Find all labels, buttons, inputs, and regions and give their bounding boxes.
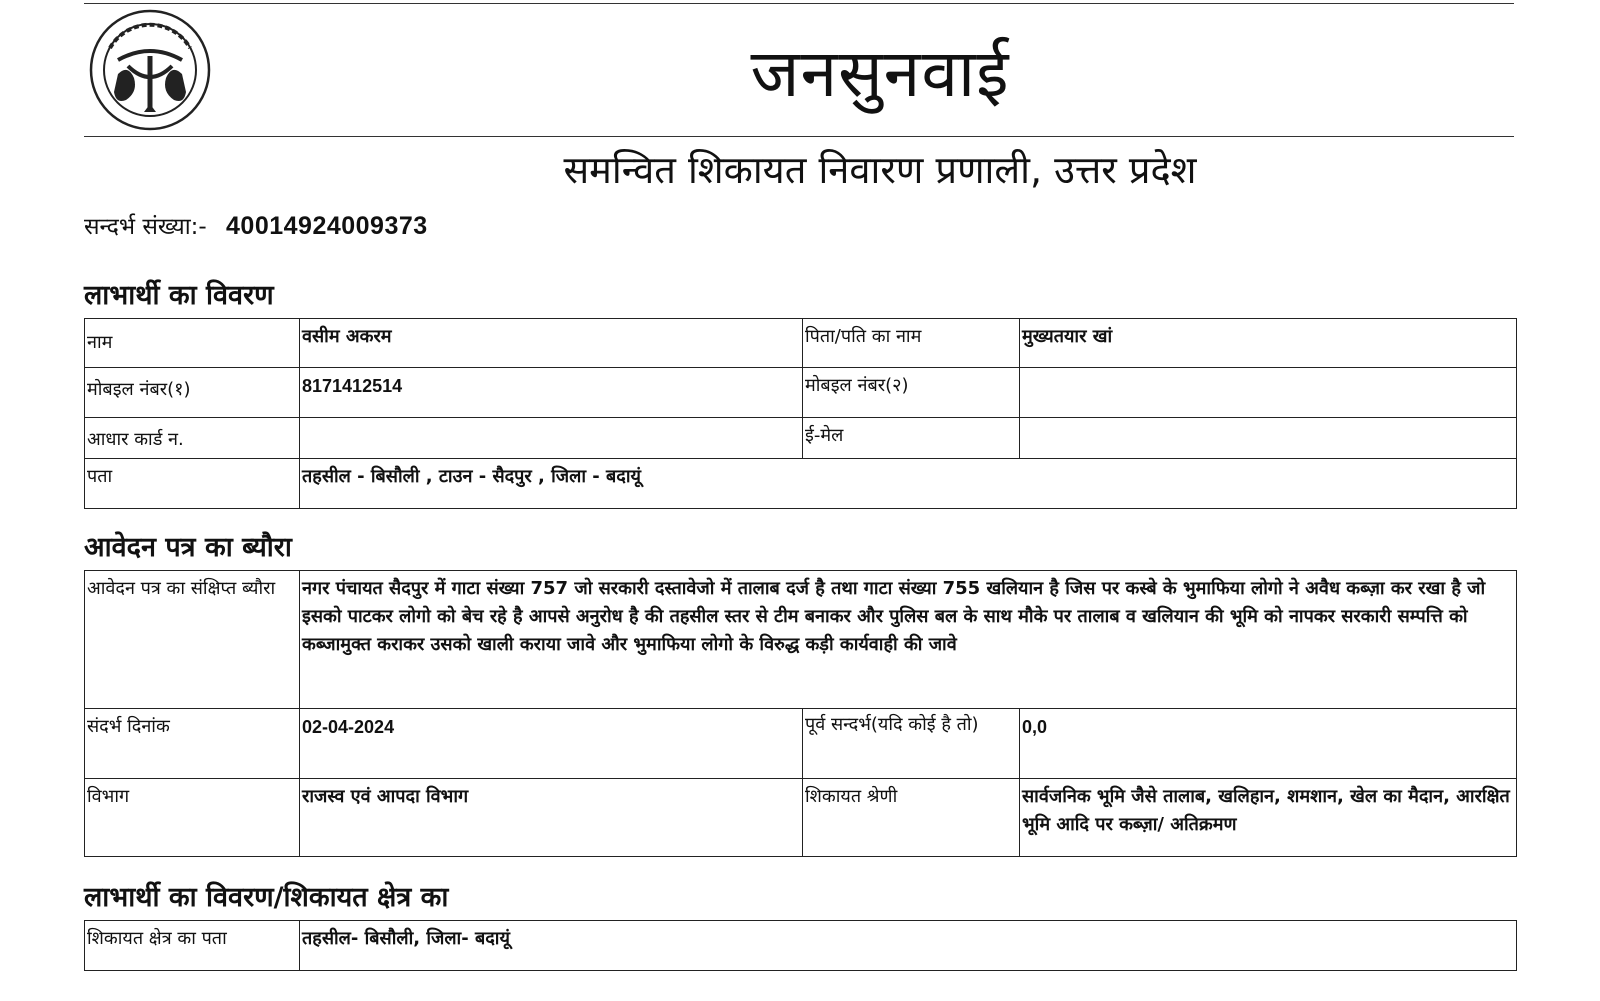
table-row bbox=[85, 709, 1517, 779]
table-row bbox=[85, 319, 1517, 368]
mobile1-value: 8171412514 bbox=[300, 368, 803, 418]
page-title: जनसुनवाई bbox=[750, 35, 1010, 112]
date-value: 02-04-2024 bbox=[300, 709, 803, 779]
complaint-area-address-value: तहसील- बिसौली, जिला- बदायूं bbox=[300, 921, 1517, 971]
table-row bbox=[85, 418, 1517, 459]
date-label: संदर्भ दिनांक bbox=[85, 709, 300, 779]
table-row bbox=[85, 459, 1517, 509]
complaint-area-table bbox=[84, 920, 1517, 971]
aadhaar-value bbox=[300, 418, 803, 459]
complaint-area-heading: लाभार्थी का विवरण/शिकायत क्षेत्र का bbox=[84, 882, 449, 913]
department-label: विभाग bbox=[85, 779, 300, 857]
category-label: शिकायत श्रेणी bbox=[803, 779, 1020, 857]
email-value bbox=[1020, 418, 1517, 459]
table-row bbox=[85, 368, 1517, 418]
reference-number bbox=[84, 206, 428, 247]
reference-label: सन्दर्भ संख्या:- bbox=[84, 214, 207, 240]
beneficiary-heading: लाभार्थी का विवरण bbox=[84, 280, 274, 311]
summary-value: नगर पंचायत सैदपुर में गाटा संख्या 757 जो सरकारी दस्तावेजो में तालाब दर्ज है तथा गाटा संख्या 755 खलियान है जिस पर कस्बे के भुमाफिया लोगो ने अवैध कब्ज़ा कर रखा है जो इसको पाटकर लोगो को बेच रहे है आपसे अनुरोध है की तहसील स्तर से टीम बनाकर और पुलिस बल के साथ मौके पर तालाब व खलियान की भूमि को नापकर सरकारी सम्पत्ति को कब्जामुक्त कराकर उसको खाली कराया जावे और भुमाफिया लोगो के विरुद्ध कड़ी कार्यवाही की जावे bbox=[300, 571, 1517, 709]
application-table bbox=[84, 570, 1517, 857]
beneficiary-table bbox=[84, 318, 1517, 509]
mobile2-label: मोबइल नंबर(२) bbox=[803, 368, 1020, 418]
table-row bbox=[85, 779, 1517, 857]
table-row bbox=[85, 571, 1517, 709]
father-name-label: पिता/पति का नाम bbox=[803, 319, 1020, 368]
table-row bbox=[85, 921, 1517, 971]
mobile2-value bbox=[1020, 368, 1517, 418]
application-heading: आवेदन पत्र का ब्यौरा bbox=[84, 532, 292, 563]
category-value: सार्वजनिक भूमि जैसे तालाब, खलिहान, शमशान, खेल का मैदान, आरक्षित भूमि आदि पर कब्ज़ा/ अतिक्रमण bbox=[1020, 779, 1517, 857]
address-value: तहसील - बिसौली , टाउन - सैदपुर , जिला - बदायूं bbox=[300, 459, 1517, 509]
address-label: पता bbox=[85, 459, 300, 509]
email-label: ई-मेल bbox=[803, 418, 1020, 459]
name-value: वसीम अकरम bbox=[300, 319, 803, 368]
previous-reference-value: 0,0 bbox=[1020, 709, 1517, 779]
complaint-area-address-label: शिकायत क्षेत्र का पता bbox=[85, 921, 300, 971]
father-name-value: मुख्यतयार खां bbox=[1020, 319, 1517, 368]
top-divider bbox=[84, 3, 1514, 4]
mobile1-label: मोबइल नंबर(१) bbox=[85, 368, 300, 418]
previous-reference-label: पूर्व सन्दर्भ(यदि कोई है तो) bbox=[803, 709, 1020, 779]
title-divider bbox=[84, 136, 1514, 137]
reference-value: 40014924009373 bbox=[226, 212, 428, 240]
name-label: नाम bbox=[85, 319, 300, 368]
page-subtitle: समन्वित शिकायत निवारण प्रणाली, उत्तर प्रदेश bbox=[563, 148, 1197, 192]
aadhaar-label: आधार कार्ड न. bbox=[85, 418, 300, 459]
summary-label: आवेदन पत्र का संक्षिप्त ब्यौरा bbox=[85, 571, 300, 709]
department-value: राजस्व एवं आपदा विभाग bbox=[300, 779, 803, 857]
